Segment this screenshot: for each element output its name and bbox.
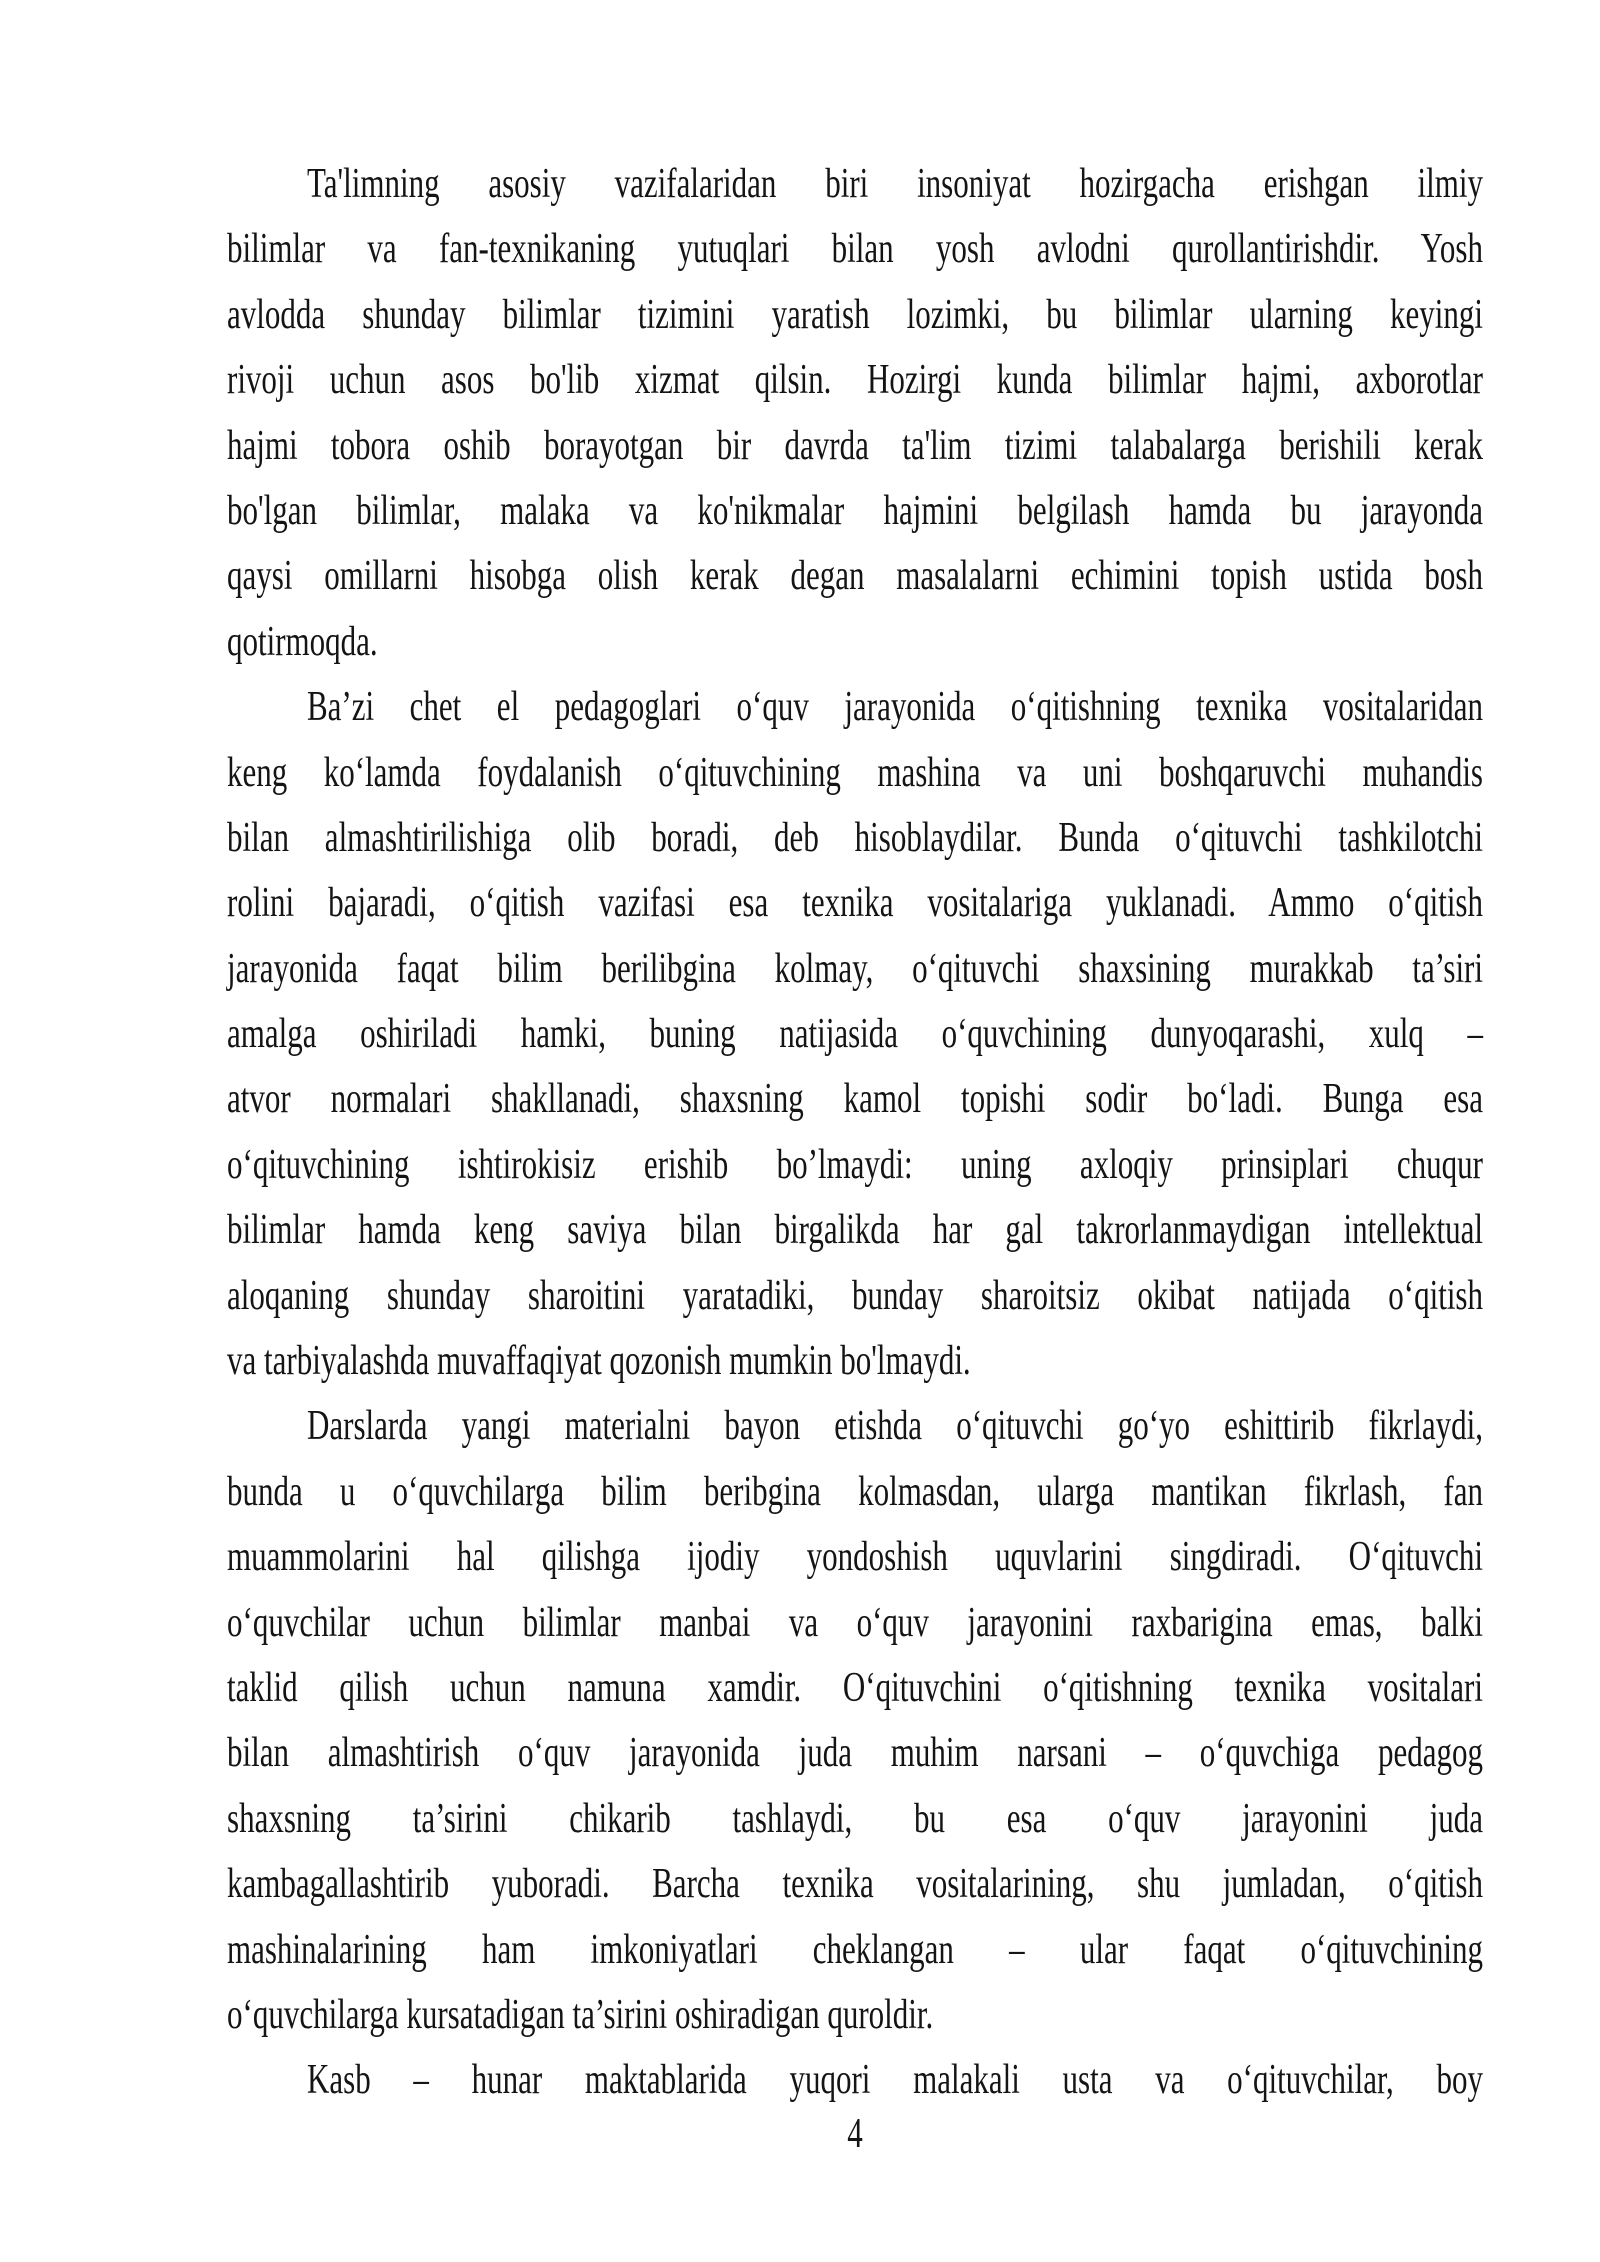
text-line: rolini bajaradi, o‘qitish vazifasi esa texnika vositalariga yuklanadi. Ammo o‘qitish — [227, 877, 1483, 926]
text-line: o‘qituvchining ishtirokisiz erishib bo’lmaydi: uning axloqiy prinsiplari chuqur — [227, 1139, 1483, 1188]
text-line: taklid qilish uchun namuna xamdir. O‘qituvchini o‘qitishning texnika vositalari — [227, 1662, 1483, 1711]
text-line: jarayonida faqat bilim berilibgina kolmay, o‘qituvchi shaxsining murakkab ta’siri — [227, 942, 1483, 992]
text-line: shaxsning ta’sirini chikarib tashlaydi, bu esa o‘quv jarayonini juda — [227, 1793, 1483, 1842]
text-line: Darslarda yangi materialni bayon etishda o‘qituvchi go‘yo eshittirib fikrlaydi, — [307, 1400, 1483, 1449]
text-line: kambagallashtirib yuboradi. Barcha texnika vositalarining, shu jumladan, o‘qitish — [227, 1858, 1483, 1907]
text-line: o‘quvchilar uchun bilimlar manbai va o‘quv jarayonini raxbarigina emas, balki — [227, 1596, 1483, 1646]
text-line: keng ko‘lamda foydalanish o‘qituvchining mashina va uni boshqaruvchi muhandis — [227, 746, 1483, 796]
text-line: bilimlar va fan-texnikaning yutuqlari bilan yosh avlodni qurollantirishdir. Yosh — [227, 223, 1483, 272]
text-line: amalga oshiriladi hamki, buning natijasida o‘quvchining dunyoqarashi, xulq – — [227, 1008, 1483, 1057]
text-line: avlodda shunday bilimlar tizimini yaratish lozimki, bu bilimlar ularning keyingi — [227, 289, 1483, 338]
text-line: mashinalarining ham imkoniyatlari cheklangan – ular faqat o‘qituvchining — [227, 1923, 1483, 1973]
text-line: bilan almashtirish o‘quv jarayonida juda muhim narsani – o‘quvchiga pedagog — [227, 1727, 1483, 1776]
text-line: Ta'limning asosiy vazifalaridan biri insoniyat hozirgacha erishgan ilmiy — [307, 158, 1483, 207]
text-line: qaysi omillarni hisobga olish kerak degan masalalarni echimini topish ustida bosh — [227, 550, 1483, 599]
text-line: o‘quvchilarga kursatadigan ta’sirini oshiradigan quroldir. — [227, 1989, 934, 2038]
paragraph — [227, 1392, 1483, 2046]
paragraph — [227, 673, 1483, 1392]
text-line: bilan almashtirilishiga olib boradi, deb hisoblaydilar. Bunda o‘qituvchi tashkilotchi — [227, 812, 1483, 861]
text-line: rivoji uchun asos bo'lib xizmat qilsin. Hozirgi kunda bilimlar hajmi, axborotlar — [227, 354, 1483, 403]
page-number: 4 — [847, 2108, 863, 2157]
text-line: bo'lgan bilimlar, malaka va ko'nikmalar hajmini belgilash hamda bu jarayonda — [227, 485, 1483, 534]
text-line: va tarbiyalashda muvaffaqiyat qozonish mumkin bo'lmaydi. — [227, 1335, 971, 1384]
paragraph — [227, 150, 1483, 673]
text-line: aloqaning shunday sharoitini yaratadiki, bunday sharoitsiz okibat natijada o‘qitish — [227, 1269, 1483, 1319]
text-line: bunda u o‘quvchilarga bilim beribgina kolmasdan, ularga mantikan fikrlash, fan — [227, 1466, 1483, 1515]
text-line: atvor normalari shakllanadi, shaxsning kamol topishi sodir bo‘ladi. Bunga esa — [227, 1073, 1483, 1123]
text-line: hajmi tobora oshib borayotgan bir davrda ta'lim tizimi talabalarga berishili kerak — [227, 419, 1483, 469]
text-line: Kasb – hunar maktablarida yuqori malakali usta va o‘qituvchilar, boy — [307, 2054, 1483, 2103]
text-line: Ba’zi chet el pedagoglari o‘quv jarayonida o‘qitishning texnika vositalaridan — [307, 681, 1483, 730]
text-line: muammolarini hal qilishga ijodiy yondoshish uquvlarini singdiradi. O‘qituvchi — [227, 1531, 1483, 1580]
text-block — [227, 150, 1483, 2112]
text-line: qotirmoqda. — [227, 616, 378, 665]
text-line: bilimlar hamda keng saviya bilan birgalikda har gal takrorlanmaydigan intellektual — [227, 1204, 1483, 1253]
